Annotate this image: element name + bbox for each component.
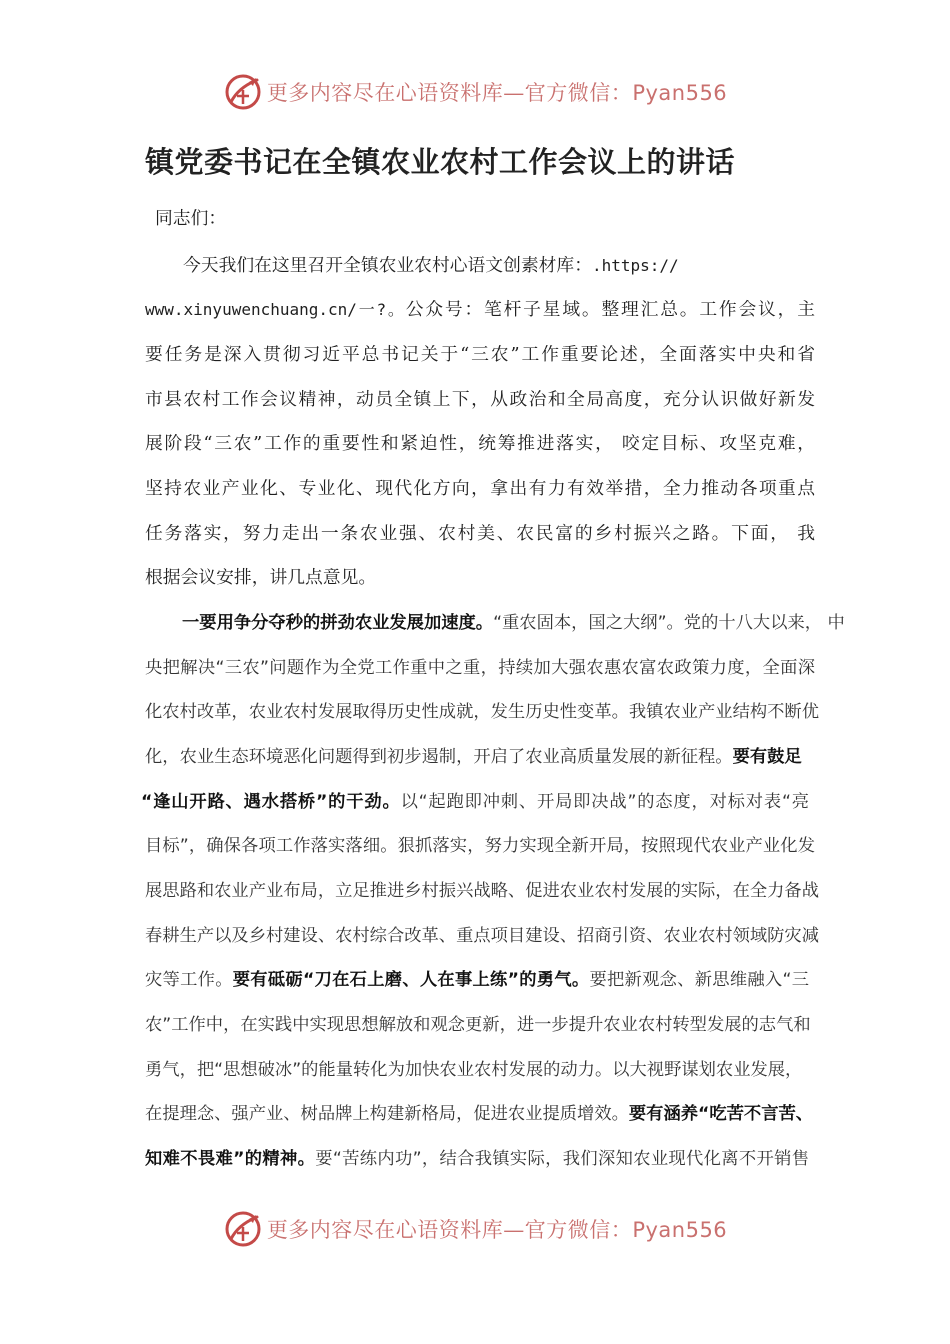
paragraph-1-line-3: 要任务是深入贯彻习近平总书记关于“三农”工作重要论述，全面落实中央和省 [145, 344, 815, 365]
banner-label: 更多内容尽在心语资料库—官方微信： [266, 81, 633, 105]
paragraph-2-line-7: 展思路和农业产业布局，立足推进乡村振兴战略、促进农业农村发展的实际，在全力备战 [145, 881, 819, 901]
paragraph-2-line-10: 农”工作中，在实践中实现思想解放和观念更新，进一步提升农业农村转型发展的志气和 [145, 1015, 811, 1035]
wechat-id: Pyan556 [632, 1218, 728, 1242]
paragraph-1-line-5: 展阶段“三农”工作的重要性和紧迫性，统筹推进落实， 咬定目标、攻坚克难， [145, 433, 815, 454]
paragraph-2-line-12: 在提理念、强产业、树品牌上构建新格局，促进农业提质增效。要有涵养“吃苦不言苦、 [145, 1104, 814, 1124]
paragraph-2-line-11: 勇气，把“思想破冰”的能量转化为加快农业农村发展的动力。以大视野谋划农业发展， [145, 1060, 803, 1080]
logo-icon [223, 1209, 263, 1249]
paragraph-2-line-13: 知难不畏难”的精神。要“苦练内功”，结合我镇实际，我们深知农业现代化离不开销售 [145, 1149, 809, 1169]
banner-text [267, 1214, 727, 1244]
paragraph-1-line-1: 今天我们在这里召开全镇农业农村心语文创素材库：.https:// [183, 255, 679, 276]
logo-icon [223, 72, 263, 112]
paragraph-1-line-2: www.xinyuwenchuang.cn/一?。公众号：笔杆子星域。整理汇总。工作会议，主 [145, 299, 815, 320]
paragraph-1-line-4: 市县农村工作会议精神，动员全镇上下，从政治和全局高度，充分认识做好新发 [145, 389, 815, 410]
footer-watermark-banner [0, 1207, 950, 1251]
paragraph-2-line-2: 央把解决“三农”问题作为全党工作重中之重，持续加大强农惠农富农政策力度，全面深 [145, 658, 815, 678]
paragraph-2-line-9: 灾等工作。要有砥砺“刀在石上磨、人在事上练”的勇气。要把新观念、新思维融入“三 [145, 970, 809, 990]
heading-point-1: 一要用争分夺秒的拼劲农业发展加速度。 [182, 613, 494, 633]
document-title: 镇党委书记在全镇农业农村工作会议上的讲话 [145, 145, 736, 179]
paragraph-2-line-3: 化农村改革，农业农村发展取得历史性成就，发生历史性变革。我镇农业产业结构不断优 [145, 702, 819, 722]
paragraph-2-line-4: 化，农业生态环境恶化问题得到初步遏制，开启了农业高质量发展的新征程。要有鼓足 [145, 747, 802, 767]
header-watermark-banner [0, 70, 950, 114]
banner-label: 更多内容尽在心语资料库—官方微信： [266, 1218, 633, 1242]
paragraph-2-line-5: “逢山开路、遇水搭桥”的干劲。以“起跑即冲刺、开局即决战”的态度，对标对表“亮 [141, 792, 809, 812]
banner-text [267, 77, 727, 107]
paragraph-2-line-6: 目标”，确保各项工作落实落细。狠抓落实，努力实现全新开局，按照现代农业产业化发 [145, 836, 815, 856]
paragraph-1-line-6: 坚持农业产业化、专业化、现代化方向，拿出有力有效举措，全力推动各项重点 [145, 478, 815, 499]
paragraph-2-line-1: 一要用争分夺秒的拼劲农业发展加速度。“重农固本，国之大纲”。党的十八大以来， 中 [182, 613, 845, 633]
paragraph-1-line-8: 根据会议安排，讲几点意见。 [145, 567, 377, 588]
paragraph-2-line-8: 春耕生产以及乡村建设、农村综合改革、重点项目建设、招商引资、农业农村领域防灾减 [145, 926, 819, 946]
paragraph-1-line-7: 任务落实，努力走出一条农业强、农村美、农民富的乡村振兴之路。下面， 我 [145, 523, 815, 544]
wechat-id: Pyan556 [632, 81, 728, 105]
salutation: 同志们： [155, 208, 227, 229]
